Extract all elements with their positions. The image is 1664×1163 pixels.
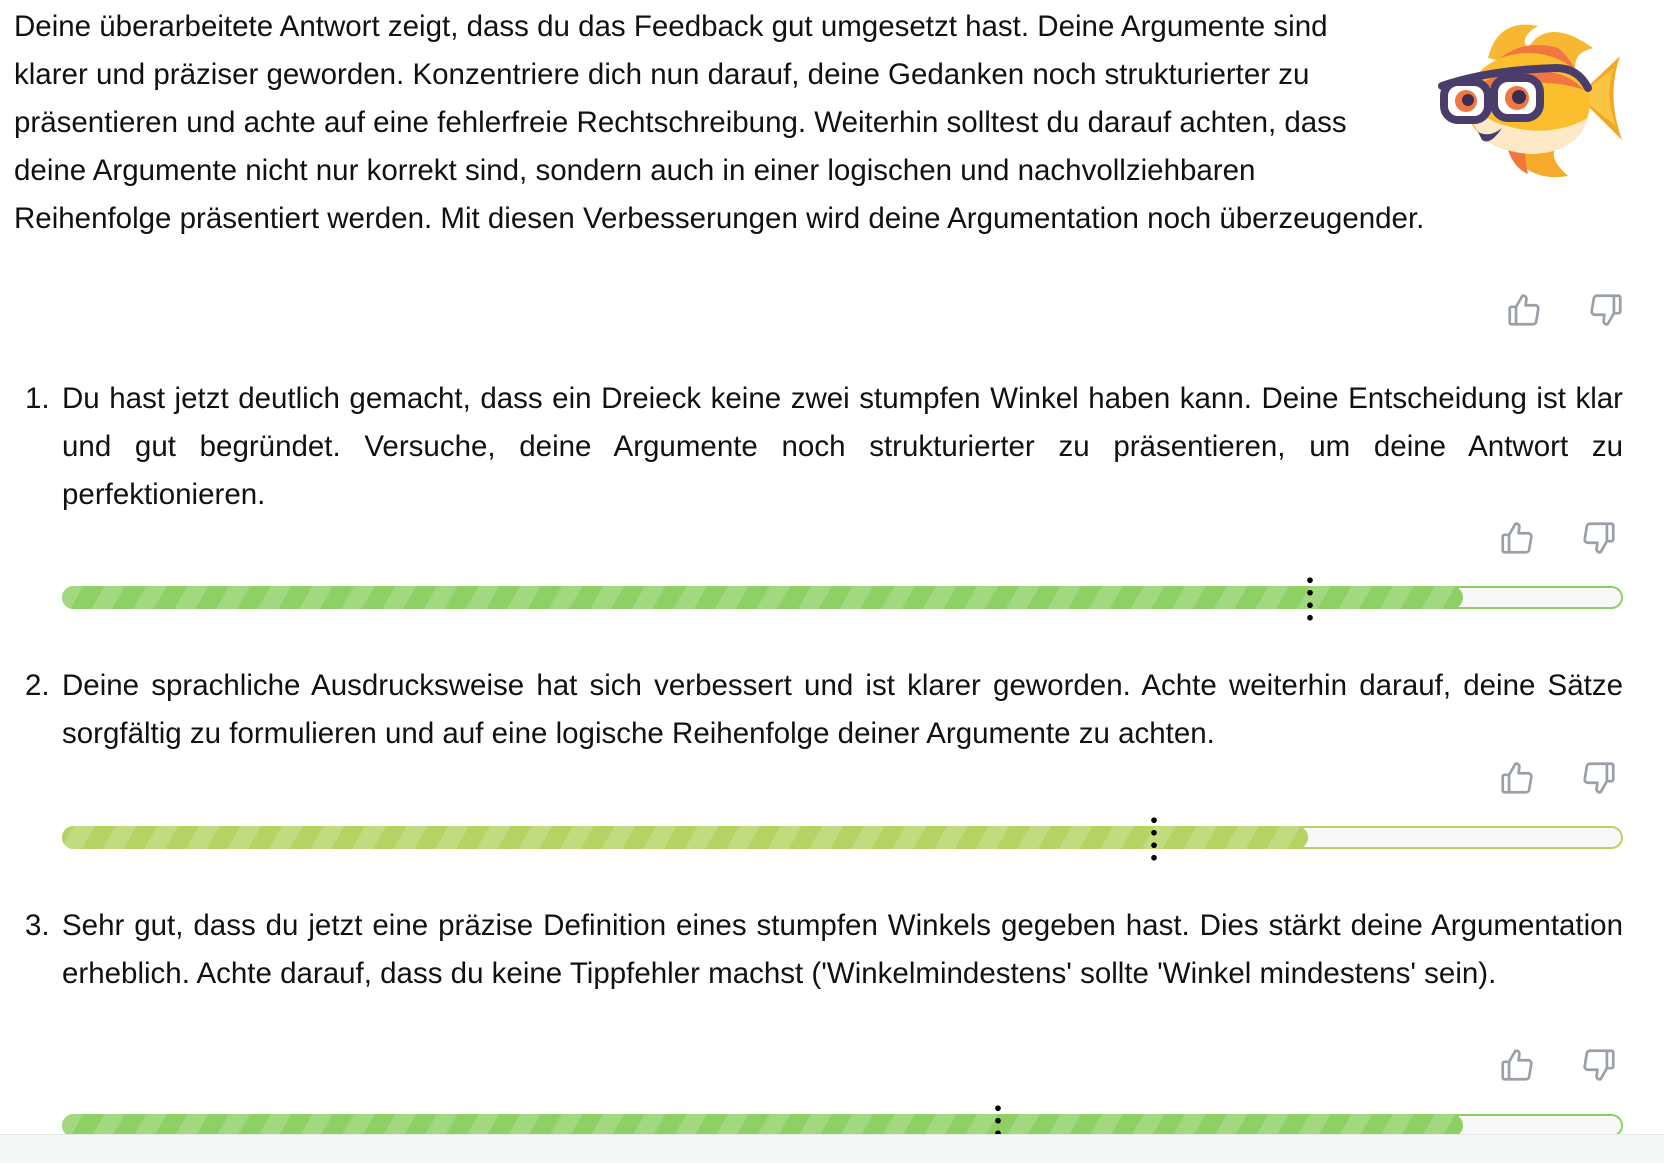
thumbs-up-button[interactable] (1497, 1045, 1537, 1085)
thumbs-up-icon (1498, 759, 1536, 797)
thumbs-down-button[interactable] (1586, 290, 1626, 330)
item-2-feedback-buttons (1497, 758, 1619, 798)
thumbs-up-button[interactable] (1504, 290, 1544, 330)
item-text: Du hast jetzt deutlich gemacht, dass ein Dreieck keine zwei stumpfen Winkel haben kann. Deine Entscheidung ist klar und gut begründet. Versuche, deine Argumente noch strukturierter zu präsentieren, um deine Antwort zu perfektionieren. (62, 382, 1623, 511)
progress-fill (62, 586, 1463, 609)
thumbs-up-icon (1498, 519, 1536, 557)
item-number: 2. (25, 669, 50, 702)
thumbs-down-button[interactable] (1579, 758, 1619, 798)
thumbs-up-icon (1505, 291, 1543, 329)
intro-feedback-buttons (1504, 290, 1626, 330)
target-marker (1151, 814, 1157, 864)
thumbs-up-button[interactable] (1497, 518, 1537, 558)
item-number: 1. (25, 382, 50, 415)
thumbs-up-icon (1498, 1046, 1536, 1084)
item-text: Deine sprachliche Ausdrucksweise hat sich verbessert und ist klarer geworden. Achte weiterhin darauf, deine Sätze sorgfältig zu formulieren und auf eine logische Reihenfolge deiner Argumente zu achten. (62, 669, 1623, 750)
item-number: 3. (25, 909, 50, 942)
thumbs-up-button[interactable] (1497, 758, 1537, 798)
item-1-feedback-buttons (1497, 518, 1619, 558)
item-3-feedback-buttons (1497, 1045, 1619, 1085)
thumbs-down-button[interactable] (1579, 518, 1619, 558)
score-progress-bar (62, 826, 1623, 849)
thumbs-down-icon (1587, 291, 1625, 329)
thumbs-down-icon (1580, 519, 1618, 557)
thumbs-down-icon (1580, 759, 1618, 797)
thumbs-down-button[interactable] (1579, 1045, 1619, 1085)
target-marker (1307, 574, 1313, 624)
progress-fill (62, 826, 1308, 849)
bottom-panel (0, 1134, 1664, 1163)
thumbs-down-icon (1580, 1046, 1618, 1084)
fish-mascot-icon (1428, 8, 1628, 184)
intro-text: Deine überarbeitete Antwort zeigt, dass du das Feedback gut umgesetzt hast. Deine Argumente sind klarer und präziser geworden. Konzentriere dich nun darauf, deine Gedanken noch strukturierter zu präsentieren und achte auf eine fehlerfreie Rechtschreibung. Weiterhin solltest du darauf achten, dass deine Argumente nicht nur korrekt sind, sondern auch in einer logischen und nachvollziehbaren Reihenfolge präsentiert werden. Mit diesen Verbesserungen wird deine Argumentation noch überzeugender. (14, 10, 1425, 235)
intro-feedback-text (14, 3, 1614, 243)
score-progress-bar (62, 586, 1623, 609)
item-text: Sehr gut, dass du jetzt eine präzise Definition eines stumpfen Winkels gegeben hast. Dies stärkt deine Argumentation erheblich. Achte darauf, dass du keine Tippfehler machst ('Winkelmindestens' sollte 'Winkel mindestens' sein). (62, 909, 1623, 990)
